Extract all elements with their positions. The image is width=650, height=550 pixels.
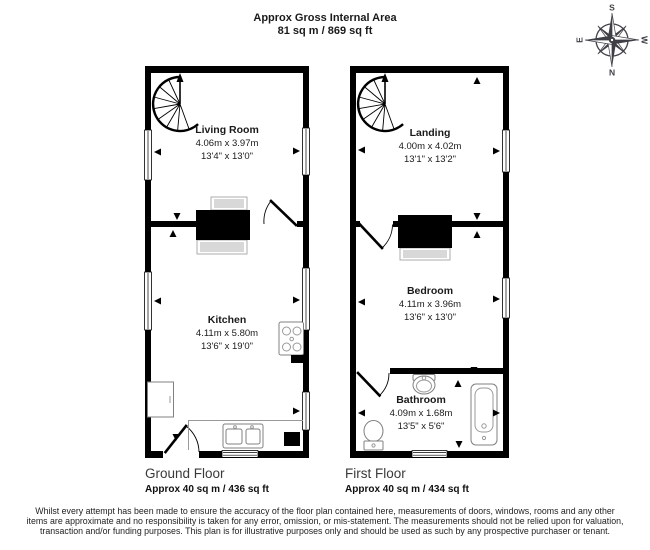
room-name: Bathroom: [396, 394, 446, 406]
room-name: Landing: [409, 127, 451, 139]
appliance-icon: [148, 382, 174, 417]
disclaimer-text: Whilst every attempt has been made to ensure the accuracy of the floor plan contained here, measurements of doors, windows, rooms and any other items are approximate and no responsibility is taken for any error, omission, or mis-statement. The measurements should not be relied upon for valuation, transaction and/or funding purposes. This plan is for illustrative purposes only and should be used as such by any prospective purchaser or tenant.: [26, 506, 624, 536]
room-name: Kitchen: [207, 314, 247, 326]
compass-label-west: W: [639, 35, 650, 45]
wall-stub: [291, 355, 309, 363]
room-dims-metric: 4.06m x 3.97m: [195, 138, 259, 149]
room-label-living-room: [195, 124, 259, 163]
compass-label-south: S: [609, 2, 615, 13]
room-label-landing: [399, 127, 462, 166]
room-dims-metric: 4.00m x 4.02m: [398, 141, 462, 152]
appliance-icon: [284, 432, 300, 446]
floor-area: Approx 40 sq m / 436 sq ft: [145, 484, 269, 495]
first-floor-caption: [345, 466, 469, 495]
floor-title: First Floor: [345, 466, 406, 481]
stove-icon: [279, 322, 304, 355]
gross-area-value: 81 sq m / 869 sq ft: [277, 25, 373, 37]
room-dims-metric: 4.11m x 5.80m: [195, 328, 259, 339]
room-name: Living Room: [195, 124, 259, 136]
fireplace: [196, 197, 250, 254]
room-dims-imperial: 13'6" x 19'0": [200, 341, 254, 352]
room-label-bedroom: [399, 285, 461, 324]
floor-title: Ground Floor: [145, 466, 225, 481]
spiral-staircase-icon: [358, 73, 403, 131]
room-dims-imperial: 13'5" x 5'6": [397, 421, 445, 432]
room-dims-imperial: 13'6" x 13'0": [403, 312, 457, 323]
toilet-icon: [364, 421, 383, 451]
wall: [145, 66, 309, 73]
kitchen-sink-icon: [223, 424, 263, 448]
marker-arrows: [154, 148, 300, 442]
floor-area: Approx 40 sq m / 434 sq ft: [345, 484, 469, 495]
room-name: Bedroom: [406, 285, 454, 297]
gross-area-title: Approx Gross Internal Area: [253, 12, 397, 24]
room-dims-imperial: 13'4" x 13'0": [200, 151, 254, 162]
room-label-kitchen: [196, 314, 258, 353]
compass-rose: [575, 3, 650, 78]
compass-label-east: E: [574, 37, 585, 43]
wall: [350, 66, 509, 73]
wall: [350, 66, 356, 458]
ground-floor-caption: [145, 466, 269, 495]
room-dims-metric: 4.11m x 3.96m: [398, 299, 462, 310]
basin-icon: [413, 375, 435, 395]
room-dims-imperial: 13'1" x 13'2": [403, 154, 457, 165]
room-dims-metric: 4.09m x 1.68m: [389, 408, 453, 419]
fireplace: [398, 215, 452, 260]
spiral-staircase-icon: [153, 73, 198, 131]
compass-label-north: N: [608, 67, 616, 78]
room-label-bathroom: [390, 394, 453, 433]
wall: [503, 66, 509, 458]
